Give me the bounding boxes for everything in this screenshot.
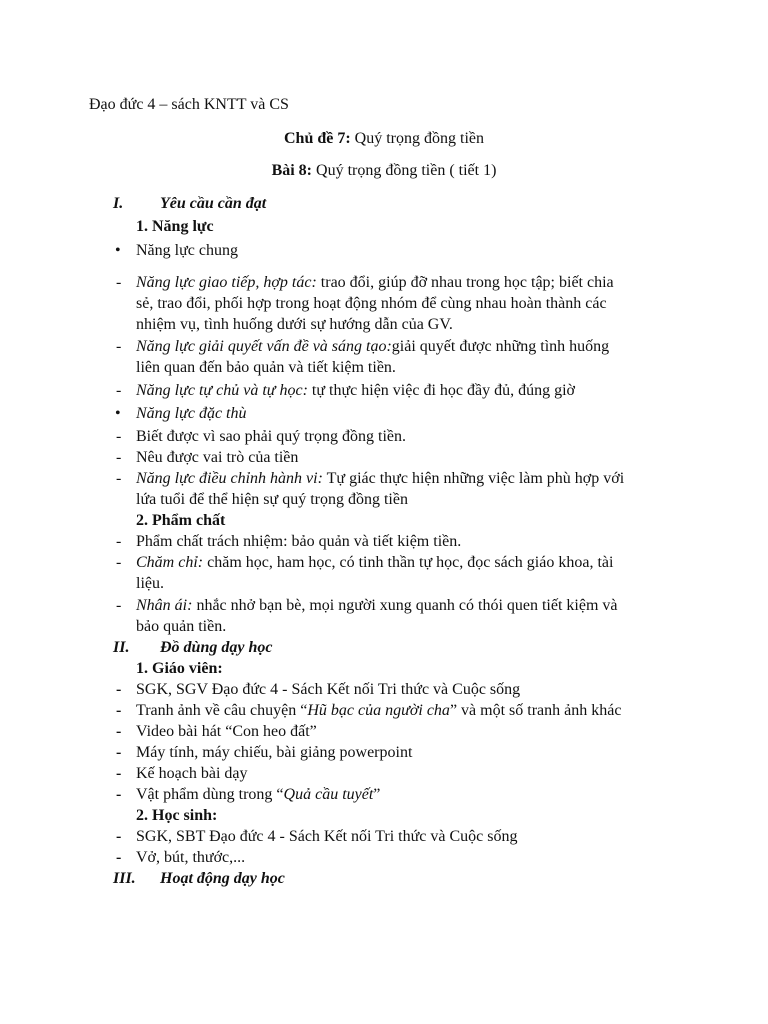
subsection-2-1-title: 1. Giáo viên:: [136, 660, 223, 677]
subsection-1-1-title: 1. Năng lực: [136, 218, 214, 235]
section-3-title: Hoạt động dạy học: [160, 870, 285, 887]
section-2-number: II.: [113, 639, 130, 656]
list-item: Năng lực điều chỉnh hành vi: Tự giác thực hiện những việc làm phù hợp với: [136, 470, 625, 487]
topic-text: Quý trọng đồng tiền: [350, 130, 484, 147]
section-1-number: I.: [113, 195, 124, 212]
list-item: Nhân ái: nhắc nhở bạn bè, mọi người xung quanh có thói quen tiết kiệm và: [136, 597, 618, 614]
list-item: Vật phẩm dùng trong “Quả cầu tuyết”: [136, 786, 381, 803]
dash-icon: -: [116, 849, 122, 866]
lesson-text: Quý trọng đồng tiền ( tiết 1): [312, 162, 497, 179]
list-item: Biết được vì sao phải quý trọng đồng tiền.: [136, 428, 406, 445]
bullet-icon: •: [115, 405, 121, 422]
dash-icon: -: [116, 597, 122, 614]
dash-icon: -: [116, 274, 122, 291]
list-item: Phẩm chất trách nhiệm: bảo quản và tiết kiệm tiền.: [136, 533, 462, 550]
bullet-icon: •: [115, 242, 121, 259]
dash-icon: -: [116, 723, 122, 740]
list-item-continuation: liên quan đến bảo quản và tiết kiệm tiền.: [136, 359, 396, 376]
list-item: SGK, SGV Đạo đức 4 - Sách Kết nối Tri thức và Cuộc sống: [136, 681, 521, 698]
dash-icon: -: [116, 533, 122, 550]
dash-icon: -: [116, 681, 122, 698]
general-competence-heading: Năng lực chung: [136, 242, 238, 259]
list-item: SGK, SBT Đạo đức 4 - Sách Kết nối Tri thức và Cuộc sống: [136, 828, 518, 845]
dash-icon: -: [116, 428, 122, 445]
dash-icon: -: [116, 382, 122, 399]
list-item-continuation: sẻ, trao đổi, phối hợp trong hoạt động nhóm để cùng nhau hoàn thành các: [136, 295, 607, 312]
document-header: Đạo đức 4 – sách KNTT và CS: [89, 96, 289, 113]
specific-competence-heading: Năng lực đặc thù: [136, 405, 247, 422]
lesson-title: [0, 160, 768, 181]
dash-icon: -: [116, 338, 122, 355]
list-item: Năng lực tự chủ và tự học: tự thực hiện việc đi học đầy đủ, đúng giờ: [136, 382, 576, 399]
list-item: Video bài hát “Con heo đất”: [136, 723, 317, 740]
dash-icon: -: [116, 786, 122, 803]
list-item: Năng lực giải quyết vấn đề và sáng tạo:giải quyết được những tình huống: [136, 338, 610, 355]
dash-icon: -: [116, 744, 122, 761]
list-item-continuation: lứa tuổi để thể hiện sự quý trọng đồng tiền: [136, 491, 408, 508]
list-item: Tranh ảnh về câu chuyện “Hũ bạc của người cha” và một số tranh ảnh khác: [136, 702, 622, 719]
list-item: Nêu được vai trò của tiền: [136, 449, 299, 466]
list-item-continuation: liệu.: [136, 575, 164, 592]
dash-icon: -: [116, 449, 122, 466]
subsection-1-2-title: 2. Phẩm chất: [136, 512, 226, 529]
section-2-title: Đồ dùng dạy học: [160, 639, 273, 656]
dash-icon: -: [116, 470, 122, 487]
lesson-label: Bài 8:: [271, 162, 313, 179]
list-item: Vở, bút, thước,...: [136, 849, 246, 866]
dash-icon: -: [116, 765, 122, 782]
list-item-continuation: nhiệm vụ, tình huống dưới sự hướng dẫn của GV.: [136, 316, 453, 333]
section-1-title: Yêu cầu cần đạt: [160, 195, 267, 212]
list-item: Kế hoạch bài dạy: [136, 765, 248, 782]
topic-title: [0, 128, 768, 149]
dash-icon: -: [116, 554, 122, 571]
list-item: Chăm chỉ: chăm học, ham học, có tinh thần tự học, đọc sách giáo khoa, tài: [136, 554, 614, 571]
subsection-2-2-title: 2. Học sinh:: [136, 807, 218, 824]
section-3-number: III.: [113, 870, 136, 887]
list-item: Năng lực giao tiếp, hợp tác: trao đổi, giúp đỡ nhau trong học tập; biết chia: [136, 274, 614, 291]
topic-label: Chủ đề 7:: [283, 130, 351, 147]
list-item-continuation: bảo quản tiền.: [136, 618, 227, 635]
dash-icon: -: [116, 828, 122, 845]
list-item: Máy tính, máy chiếu, bài giảng powerpoint: [136, 744, 413, 761]
dash-icon: -: [116, 702, 122, 719]
